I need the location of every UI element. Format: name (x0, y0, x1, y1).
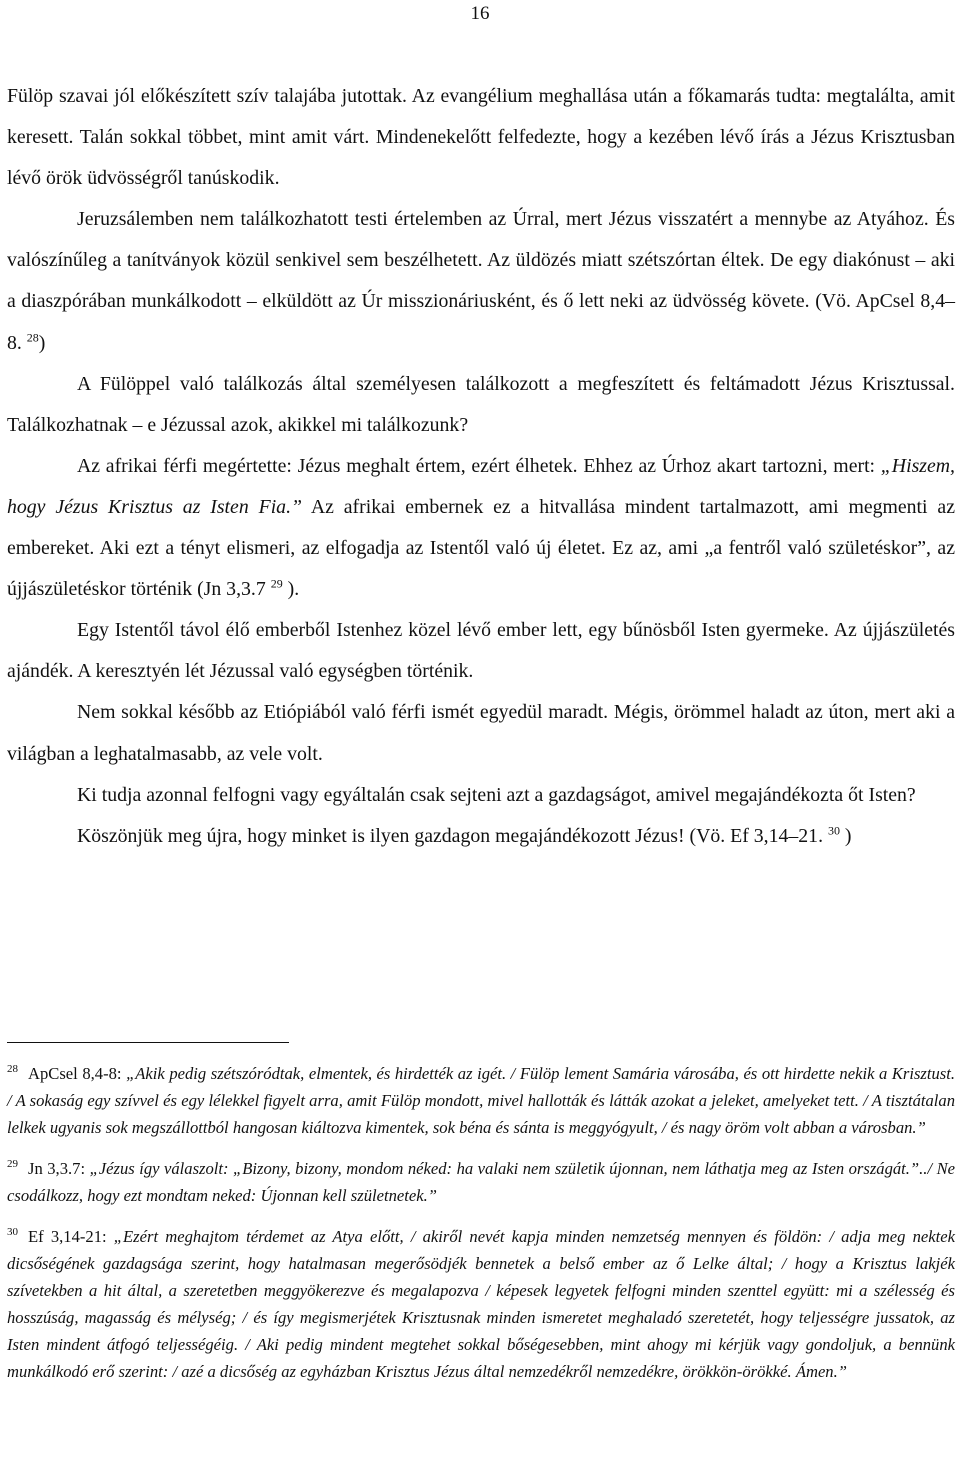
paragraph-text: Köszönjük meg újra, hogy minket is ilyen gazdagon megajándékozott Jézus! (Vö. Ef 3,14–21. (77, 824, 828, 847)
footnote-reference: 30 (827, 823, 840, 838)
paragraph (7, 775, 955, 816)
paragraph (7, 610, 955, 692)
footnote-30 (7, 1223, 955, 1385)
footnote-reference-label: Jn 3,3.7: (28, 1159, 86, 1178)
paragraph (7, 364, 955, 446)
footnote-text: „Ezért meghajtom térdemet az Atya előtt, / akiről nevét kapja minden nemzetség mennyen és földön: / adja meg nektek dicsőségének gazdagsága szerint, hogy hatalmasan megerősödjék bennetek a belső ember az ő Lelke által; / hogy a Krisztus lakjék szívetekben a hit által, a szeretetben meggyökerezve és megalapozva / képesek legyetek felfogni minden szenttel együtt: mi a szélesség és hosszúság, magasság és mélység; / és így megismerjétek Krisztusnak minden ismeretet meghaladó szeretetét, hogy teljességre jussatok, az Isten mindent átfogó teljességéig. / Aki pedig mindent megtehet sokkal bőségesebben, mint ahogy mi kérjük vagy gondoljuk, a bennünk munkálkodó erő szerint: / azé a dicsőség az egyházban Krisztus Jézus által nemzedékről nemzedékre, örökkön-örökké. Ámen.” (7, 1227, 955, 1381)
paragraph-text: Egy Istentől távol élő emberből Istenhez közel lévő ember lett, egy bűnösből Isten gyermeke. Az újjászületés ajándék. A keresztyén lét Jézussal való egységben történik. (7, 619, 955, 683)
footnote-29 (7, 1155, 955, 1209)
paragraph (7, 816, 955, 857)
footnote-reference-label: ApCsel 8,4-8: (28, 1064, 122, 1083)
footnote-number: 30 (7, 1226, 18, 1239)
paragraph-text: A Fülöppel való találkozás által személyesen találkozott a megfeszített és feltámadott Jézus Krisztussal. Találkozhatnak – e Jézussal azok, akikkel mi találkozunk? (7, 372, 955, 436)
paragraph-text: ). (282, 578, 300, 601)
paragraph (7, 76, 955, 199)
footnote-number: 29 (7, 1158, 18, 1171)
footnotes (7, 1060, 955, 1399)
paragraph (7, 446, 955, 610)
footnote-separator (7, 1042, 289, 1043)
paragraph-text: Jeruzsálemben nem találkozhatott testi értelemben az Úrral, mert Jézus visszatért a mennybe az Atyához. És valószínűleg a tanítványok közül senkivel sem beszélhetett. Az üldözés miatt szétszórtan éltek. De egy diakónust – aki a diaszpórában munkálkodott – elküldött az Úr misszionáriusként, és ő lett neki az üdvösség követe. (Vö. ApCsel 8,4–8. (7, 208, 955, 354)
paragraph-text: ) (38, 331, 46, 354)
paragraph-text: Az afrikai férfi megértette: Jézus meghalt értem, ezért élhetek. Ehhez az Úrhoz akart tartozni, mert: (77, 454, 881, 477)
paragraph-text: Nem sokkal később az Etiópiából való férfi ismét egyedül maradt. Mégis, örömmel haladt az úton, mert aki a világban a leghatalmasabb, az vele volt. (7, 701, 955, 765)
footnote-text: „Jézus így válaszolt: „Bizony, bizony, mondom néked: ha valaki nem születik újonnan, nem láthatja meg az Isten országát.”../ Ne csodálkozz, hogy ezt mondtam neked: Újonnan kell születnetek.” (7, 1159, 955, 1205)
footnote-reference-label: Ef 3,14-21: (28, 1227, 107, 1246)
page-number: 16 (470, 3, 490, 24)
paragraph-text: ) (839, 824, 852, 847)
footnote-28 (7, 1060, 955, 1141)
paragraph-text: Ki tudja azonnal felfogni vagy egyáltalán csak sejteni azt a gazdagságot, amivel megajándékozta őt Isten? (77, 783, 916, 806)
footnote-reference: 29 (270, 576, 283, 591)
quoted-confession: „Hiszem, hogy Jézus Krisztus az Isten Fia.” (7, 454, 955, 518)
footnote-reference: 28 (26, 329, 39, 344)
footnote-number: 28 (7, 1063, 18, 1076)
footnote-text: „Akik pedig szétszóródtak, elmentek, és hirdették az igét. / Fülöp lement Samária városába, és ott hirdette nekik a Krisztust. / A sokaság egy szívvel és egy lélekkel figyelt arra, amit Fülöp mondott, mivel hallották és látták azokat a jeleket, amelyeket tett. / A tisztátalan lelkek ugyanis sok megszállottból hangosan kiáltozva kimentek, sok béna és sánta is meggyógyult, / és nagy öröm volt abban a városban.” (7, 1064, 956, 1137)
paragraph (7, 692, 955, 774)
body-text (7, 76, 955, 857)
paragraph-text: Az afrikai embernek ez a hitvallása mindent tartalmazott, ami megmenti az embereket. Aki ezt a tényt elismeri, az elfogadja az Istentől való új életet. Ez az, ami „a fentről való születéskor”, az újjászületéskor történik (Jn 3,3.7 (7, 495, 955, 601)
paragraph-text: Fülöp szavai jól előkészített szív talajába jutottak. Az evangélium meghallása után a főkamarás tudta: megtalálta, amit keresett. Talán sokkal többet, mint amit várt. Mindenekelőtt felfedezte, hogy a kezében lévő írás a Jézus Krisztusban lévő örök üdvösségről tanúskodik. (7, 85, 955, 190)
paragraph (7, 199, 955, 363)
